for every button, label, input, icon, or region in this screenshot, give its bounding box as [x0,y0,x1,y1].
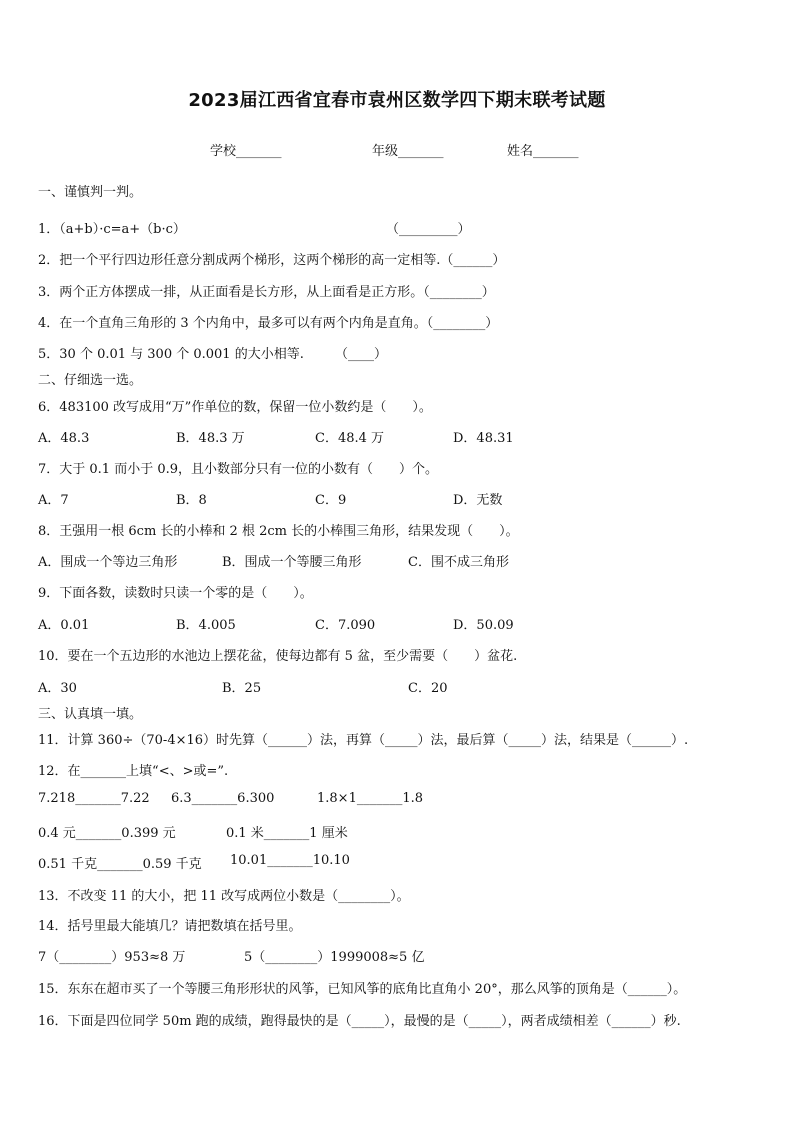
q6-option-d: D．48.31 [453,431,514,446]
q12-item: 0.4 元_______0.399 元 [38,826,176,841]
q10-option-a: A．30 [38,681,77,696]
q8-option-a: A．围成一个等边三角形 [38,555,178,570]
q12-item: 10.01_______10.10 [230,853,350,868]
q6-option-b: B．48.3 万 [176,431,245,446]
q10-option-c: C．20 [408,681,448,696]
question-14: 14．括号里最大能填几？请把数填在括号里。 [38,919,302,934]
question-12: 12．在_______上填“<、>或=”. [38,764,229,779]
question-6: 6．483100 改写成用“万”作单位的数，保留一位小数约是（ ）。 [38,400,432,415]
q10-option-b: B．25 [222,681,262,696]
q12-item: 6.3_______6.300 [171,791,275,806]
q12-item: 7.218_______7.22 [38,791,150,806]
question-3: 3．两个正方体摆成一排，从正面看是长方形，从上面看是正方形。（________） [38,285,495,300]
q9-option-b: B．4.005 [176,618,236,633]
q9-option-a: A．0.01 [38,618,90,633]
q12-item: 1.8×1_______1.8 [317,791,424,806]
q7-option-a: A．7 [38,493,69,508]
q14-item: 5（________）1999008≈5 亿 [244,950,425,965]
question-1-blank: （_________） [386,222,471,237]
question-15: 15．东东在超市买了一个等腰三角形形状的风筝，已知风筝的底角比直角小 20°，那么风筝的顶角是（______）。 [38,982,687,997]
question-8: 8．王强用一根 6cm 长的小棒和 2 根 2cm 长的小棒围三角形，结果发现（ ）。 [38,524,519,539]
question-7: 7．大于 0.1 而小于 0.9，且小数部分只有一位的小数有（ ）个。 [38,462,439,477]
q12-item: 0.1 米_______1 厘米 [226,826,348,841]
name-field: 姓名_______ [507,144,579,159]
q9-option-d: D．50.09 [453,618,514,633]
q6-option-c: C．48.4 万 [315,431,385,446]
q14-item: 7（________）953≈8 万 [38,950,186,965]
school-field: 学校_______ [210,144,282,159]
question-1: 1．（a+b）·c=a+（b·c） [38,222,186,237]
q7-option-b: B．8 [176,493,207,508]
section-heading-fill: 三、认真填一填。 [38,707,143,722]
question-10: 10．要在一个五边形的水池边上摆花盆，使每边都有 5 盆，至少需要（ ）盆花. [38,649,518,664]
question-9: 9．下面各数，读数时只读一个零的是（ ）。 [38,586,313,601]
page-title: 2023届江西省宜春市袁州区数学四下期末联考试题 [188,90,606,111]
question-2: 2．把一个平行四边形任意分割成两个梯形，这两个梯形的高一定相等.（______） [38,253,506,268]
question-5: 5．30 个 0.01 与 300 个 0.001 的大小相等. [38,347,304,362]
q6-option-a: A．48.3 [38,431,90,446]
q7-option-d: D．无数 [453,493,503,508]
question-13: 13．不改变 11 的大小，把 11 改写成两位小数是（________）。 [38,889,410,904]
question-5-blank: （____） [335,347,388,362]
section-heading-judge: 一、谨慎判一判。 [38,185,143,200]
q7-option-c: C．9 [315,493,347,508]
grade-field: 年级_______ [372,144,444,159]
q8-option-b: B．围成一个等腰三角形 [222,555,362,570]
section-heading-choose: 二、仔细选一选。 [38,373,143,388]
question-16: 16．下面是四位同学 50m 跑的成绩，跑得最快的是（_____），最慢的是（_____），两者成绩相差（______）秒. [38,1014,681,1029]
question-4: 4．在一个直角三角形的 3 个内角中，最多可以有两个内角是直角。（________） [38,316,499,331]
question-11: 11．计算 360÷（70-4×16）时先算（______）法，再算（_____）法，最后算（_____）法，结果是（______）. [38,733,689,748]
q9-option-c: C．7.090 [315,618,376,633]
q8-option-c: C．围不成三角形 [408,555,509,570]
q12-item: 0.51 千克_______0.59 千克 [38,857,202,872]
